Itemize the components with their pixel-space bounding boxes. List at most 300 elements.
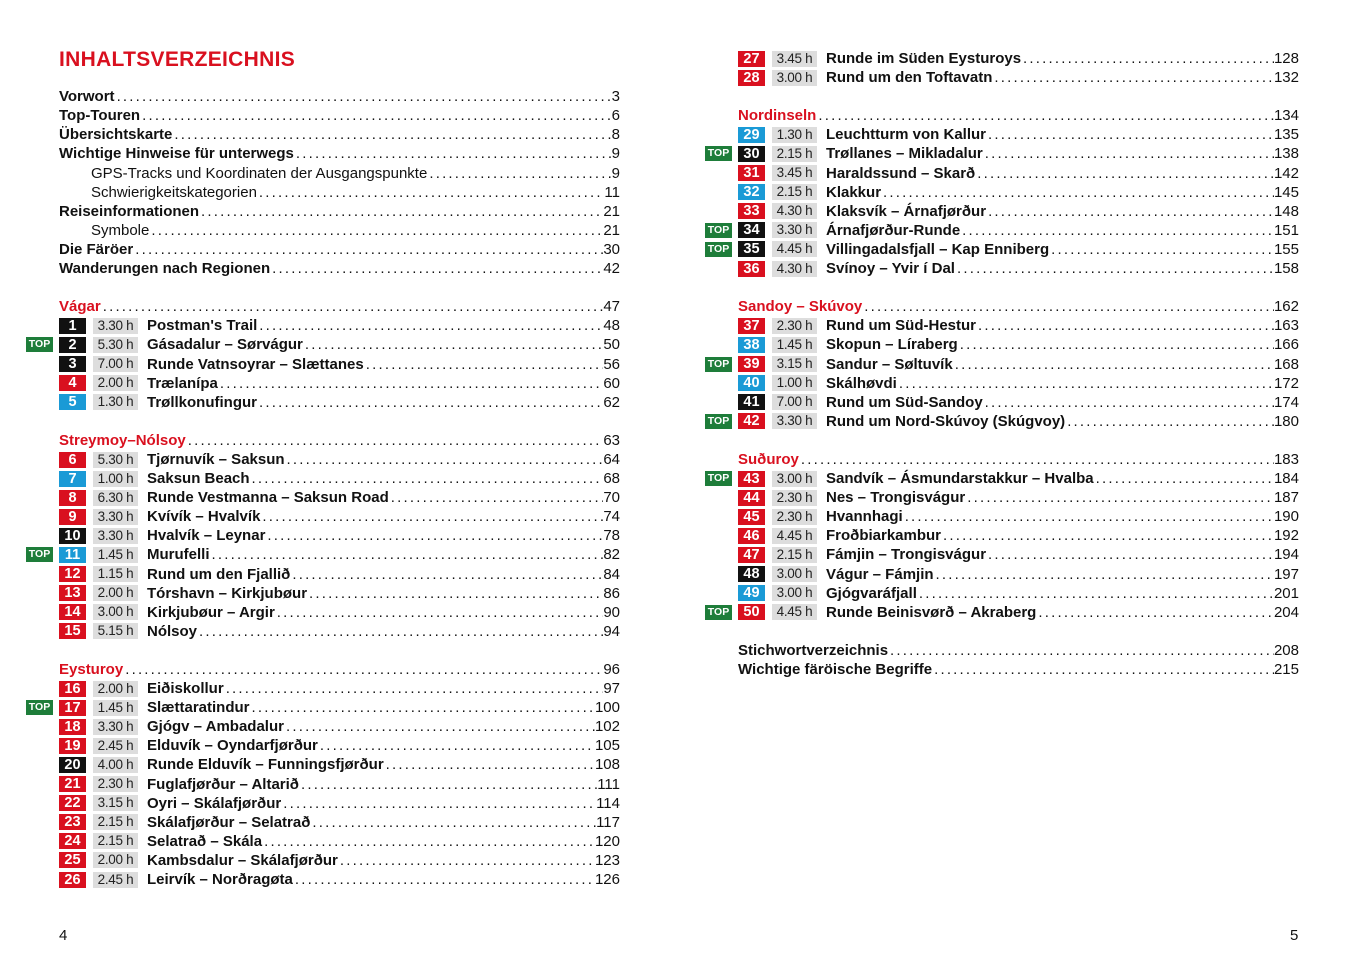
page-reference: 123: [594, 851, 620, 869]
duration-label: 7.00 h: [93, 356, 138, 372]
dot-leader: [224, 679, 604, 698]
tour-entry[interactable]: [59, 316, 620, 335]
dot-leader: [992, 68, 1274, 87]
dot-leader: [210, 545, 604, 564]
entry-title: Vorwort: [59, 88, 115, 106]
dot-leader: [1065, 412, 1274, 431]
page-reference: 194: [1273, 546, 1299, 564]
page-reference: 21: [603, 221, 620, 239]
page-reference: 21: [603, 202, 620, 220]
entry-title: Kirkjubøur – Argir: [147, 603, 275, 621]
toc-entry[interactable]: [59, 87, 620, 106]
page-reference: 84: [603, 565, 620, 583]
tour-entry[interactable]: [707, 355, 1299, 374]
dot-leader: [299, 775, 597, 794]
tour-entry[interactable]: [59, 813, 620, 832]
tour-number-badge: 46: [738, 528, 765, 544]
entry-title: Kambsdalur – Skálafjørður: [147, 851, 338, 869]
page-reference: 111: [597, 775, 620, 793]
entry-title: Wanderungen nach Regionen: [59, 260, 271, 278]
tour-entry[interactable]: [59, 584, 620, 603]
dot-leader: [986, 125, 1274, 144]
entry-title: Klaksvík – Árnafjørður: [826, 202, 987, 220]
duration-label: 4.00 h: [93, 757, 138, 773]
tour-entry[interactable]: [59, 622, 620, 641]
entry-title: Kvívík – Hvalvík: [147, 508, 261, 526]
tour-entry[interactable]: [738, 584, 1299, 603]
tour-entry[interactable]: [59, 717, 620, 736]
duration-label: 3.00 h: [93, 604, 138, 620]
tour-entry[interactable]: [738, 526, 1299, 545]
dot-leader: [133, 240, 603, 259]
tour-entry[interactable]: [59, 450, 620, 469]
entry-title: Skálafjørður – Selatrað: [147, 813, 311, 831]
tour-entry[interactable]: [738, 125, 1299, 144]
dot-leader: [303, 335, 603, 354]
tour-entry[interactable]: [738, 183, 1299, 202]
toc-entry[interactable]: [59, 259, 620, 278]
entry-title: Sandoy – Skúvoy: [738, 298, 863, 316]
page-reference: 90: [603, 603, 620, 621]
top-badge: TOP: [26, 337, 53, 352]
toc-entry[interactable]: [59, 164, 620, 183]
duration-label: 3.15 h: [772, 356, 817, 372]
tour-entry[interactable]: [707, 603, 1299, 622]
tour-entry[interactable]: [28, 698, 620, 717]
toc-entry[interactable]: [738, 641, 1299, 660]
top-badge: TOP: [705, 605, 732, 620]
duration-label: 2.30 h: [93, 776, 138, 792]
entry-title: Nes – Trongisvágur: [826, 489, 966, 507]
region-heading[interactable]: [738, 106, 1299, 125]
tour-entry[interactable]: [738, 545, 1299, 564]
top-badge: TOP: [705, 146, 732, 161]
tour-entry[interactable]: [738, 335, 1299, 354]
dot-leader: [149, 221, 603, 240]
tour-number-badge: 6: [59, 452, 86, 468]
tour-entry[interactable]: [707, 221, 1299, 240]
page-reference: 192: [1273, 527, 1299, 545]
tour-entry[interactable]: [59, 355, 620, 374]
duration-label: 5.30 h: [93, 452, 138, 468]
tour-number-badge: 5: [59, 394, 86, 410]
dot-leader: [941, 526, 1274, 545]
duration-label: 2.00 h: [93, 681, 138, 697]
entry-title: Vágar: [59, 298, 101, 316]
page-reference: 60: [603, 374, 620, 392]
dot-leader: [285, 450, 604, 469]
toc-entry[interactable]: [59, 125, 620, 144]
entry-title: Trælanípa: [147, 374, 218, 392]
page-reference: 74: [603, 508, 620, 526]
tour-number-badge: 43: [738, 471, 765, 487]
dot-leader: [934, 565, 1274, 584]
entry-title: GPS-Tracks und Koordinaten der Ausgangspunkte: [91, 164, 428, 182]
tour-entry[interactable]: [738, 68, 1299, 87]
page-reference: 100: [594, 699, 620, 717]
tour-entry[interactable]: [59, 679, 620, 698]
tour-entry[interactable]: [59, 507, 620, 526]
dot-leader: [986, 202, 1274, 221]
page-reference: 201: [1273, 584, 1299, 602]
dot-leader: [257, 316, 603, 335]
duration-label: 4.45 h: [772, 528, 817, 544]
entry-title: Eysturoy: [59, 661, 124, 678]
spacer: [738, 431, 1299, 450]
tour-number-badge: 27: [738, 51, 765, 67]
top-badge: TOP: [26, 700, 53, 715]
page-reference: 11: [604, 183, 620, 201]
dot-leader: [364, 355, 604, 374]
tour-number-badge: 19: [59, 738, 86, 754]
tour-number-badge: 25: [59, 852, 86, 868]
spacer: [738, 622, 1299, 641]
spacer: [59, 278, 620, 297]
tour-entry[interactable]: [59, 736, 620, 755]
tour-entry[interactable]: [59, 794, 620, 813]
entry-title: Hvannhagi: [826, 508, 903, 526]
duration-label: 1.45 h: [93, 700, 138, 716]
spacer: [738, 87, 1299, 106]
tour-number-badge: 22: [59, 795, 86, 811]
page-reference: 183: [1273, 450, 1299, 468]
duration-label: 3.30 h: [93, 318, 138, 334]
page-reference: 204: [1273, 603, 1299, 621]
tour-entry[interactable]: [59, 832, 620, 851]
tour-entry[interactable]: [738, 565, 1299, 584]
spacer: [738, 278, 1299, 297]
duration-label: 3.45 h: [772, 165, 817, 181]
tour-entry[interactable]: [738, 393, 1299, 412]
entry-title: Leuchtturm von Kallur: [826, 126, 987, 144]
page-reference: 187: [1273, 489, 1299, 507]
tour-entry[interactable]: [28, 335, 620, 354]
tour-entry[interactable]: [738, 164, 1299, 183]
dot-leader: [976, 316, 1274, 335]
top-badge: TOP: [26, 547, 53, 562]
tour-number-badge: 9: [59, 509, 86, 525]
tour-entry[interactable]: [28, 545, 620, 564]
tour-entry[interactable]: [707, 144, 1299, 163]
entry-title: Rund um Süd-Sandoy: [826, 393, 983, 411]
duration-label: 1.30 h: [772, 127, 817, 143]
tour-entry[interactable]: [59, 775, 620, 794]
page-reference: 86: [603, 584, 620, 602]
tour-number-badge: 42: [738, 413, 765, 429]
duration-label: 3.30 h: [772, 222, 817, 238]
top-badge: TOP: [705, 414, 732, 429]
tour-entry[interactable]: [59, 565, 620, 584]
dot-leader: [897, 374, 1274, 393]
dot-leader: [218, 374, 603, 393]
region-heading[interactable]: [738, 297, 1299, 316]
tour-number-badge: 23: [59, 814, 86, 830]
duration-label: 2.15 h: [772, 184, 817, 200]
entry-title: Reiseinformationen: [59, 202, 200, 220]
tour-number-badge: 47: [738, 547, 765, 563]
page-reference: 158: [1273, 260, 1299, 278]
page-reference: 190: [1273, 508, 1299, 526]
tour-number-badge: 30: [738, 146, 765, 162]
tour-entry[interactable]: [738, 259, 1299, 278]
entry-title: Slættaratindur: [147, 699, 250, 717]
dot-leader: [888, 641, 1274, 660]
dot-leader: [186, 431, 604, 450]
toc-entry[interactable]: [59, 106, 620, 125]
dot-leader: [932, 660, 1274, 679]
entry-title: Wichtige Hinweise für unterwegs: [59, 145, 294, 163]
toc-entry[interactable]: [59, 144, 620, 163]
tour-entry[interactable]: [707, 412, 1299, 431]
tour-entry[interactable]: [59, 488, 620, 507]
entry-title: Rund um den Toftavatn: [826, 69, 993, 87]
tour-entry[interactable]: [738, 49, 1299, 68]
page-reference: 197: [1273, 565, 1299, 583]
duration-label: 2.00 h: [93, 375, 138, 391]
page-reference: 134: [1273, 107, 1299, 125]
tour-entry[interactable]: [738, 202, 1299, 221]
page-reference: 151: [1273, 221, 1299, 239]
entry-title: Klakkur: [826, 183, 882, 201]
entry-title: Eiðiskollur: [147, 680, 224, 698]
entry-title: Svínoy – Yvir í Dal: [826, 260, 955, 278]
tour-number-badge: 26: [59, 872, 86, 888]
toc-entry[interactable]: [59, 221, 620, 240]
region-heading[interactable]: [59, 660, 620, 679]
page-reference: 96: [603, 661, 620, 678]
page-reference: 82: [603, 546, 620, 564]
page-reference: 30: [603, 240, 620, 258]
tour-number-badge: 12: [59, 566, 86, 582]
duration-label: 3.00 h: [772, 471, 817, 487]
tour-number-badge: 37: [738, 318, 765, 334]
tour-entry[interactable]: [59, 526, 620, 545]
page-reference: 128: [1273, 50, 1299, 67]
page-reference: 9: [611, 164, 620, 182]
page-number-left: 4: [59, 927, 68, 944]
tour-number-badge: 1: [59, 318, 86, 334]
entry-title: Top-Touren: [59, 107, 141, 125]
entry-title: Haraldssund – Skarð: [826, 164, 976, 182]
tour-entry[interactable]: [707, 469, 1299, 488]
page-reference: 174: [1273, 393, 1299, 411]
toc-right-column: [707, 49, 1299, 679]
dot-leader: [318, 736, 595, 755]
tour-number-badge: 28: [738, 70, 765, 86]
region-heading[interactable]: [59, 297, 620, 316]
duration-label: 4.30 h: [772, 261, 817, 277]
duration-label: 2.30 h: [772, 318, 817, 334]
duration-label: 1.15 h: [93, 566, 138, 582]
entry-title: Froðbiarkambur: [826, 527, 942, 545]
duration-label: 1.00 h: [772, 375, 817, 391]
entry-title: Die Färöer: [59, 240, 134, 258]
tour-number-badge: 33: [738, 203, 765, 219]
duration-label: 2.45 h: [93, 738, 138, 754]
duration-label: 4.45 h: [772, 241, 817, 257]
top-badge: TOP: [705, 223, 732, 238]
tour-number-badge: 11: [59, 547, 86, 563]
page-reference: 135: [1273, 126, 1299, 144]
page-reference: 180: [1273, 412, 1299, 430]
entry-title: Saksun Beach: [147, 470, 250, 488]
page-reference: 120: [594, 832, 620, 850]
toc-entry[interactable]: [59, 240, 620, 259]
page-reference: 50: [603, 336, 620, 354]
dot-leader: [257, 183, 605, 202]
dot-leader: [986, 545, 1274, 564]
dot-leader: [250, 469, 604, 488]
entry-title: Skálhøvdi: [826, 374, 897, 392]
dot-leader: [250, 698, 595, 717]
duration-label: 2.45 h: [93, 872, 138, 888]
duration-label: 5.15 h: [93, 623, 138, 639]
dot-leader: [983, 393, 1274, 412]
tour-number-badge: 15: [59, 623, 86, 639]
dot-leader: [799, 450, 1274, 469]
entry-title: Rund um Süd-Hestur: [826, 317, 976, 335]
tour-entry[interactable]: [59, 469, 620, 488]
duration-label: 4.30 h: [772, 203, 817, 219]
duration-label: 3.30 h: [93, 719, 138, 735]
entry-title: Murufelli: [147, 546, 210, 564]
tour-number-badge: 14: [59, 604, 86, 620]
entry-title: Skopun – Líraberg: [826, 336, 958, 354]
region-heading[interactable]: [738, 450, 1299, 469]
dot-leader: [903, 507, 1274, 526]
entry-title: Postman's Trail: [147, 317, 258, 335]
page-reference: 138: [1273, 145, 1299, 163]
duration-label: 3.00 h: [772, 585, 817, 601]
tour-entry[interactable]: [738, 507, 1299, 526]
entry-title: Selatrað – Skála: [147, 832, 263, 850]
tour-entry[interactable]: [59, 851, 620, 870]
region-heading[interactable]: [59, 431, 620, 450]
tour-number-badge: 13: [59, 585, 86, 601]
dot-leader: [955, 259, 1274, 278]
page-reference: 184: [1273, 470, 1299, 488]
page-reference: 68: [603, 470, 620, 488]
entry-title: Vágur – Fámjin: [826, 565, 934, 583]
tour-number-badge: 21: [59, 776, 86, 792]
dot-leader: [427, 164, 611, 183]
duration-label: 3.30 h: [93, 509, 138, 525]
entry-title: Trøllanes – Mikladalur: [826, 145, 983, 163]
entry-title: Runde Elduvík – Funningsfjørður: [147, 756, 384, 774]
page-reference: 172: [1273, 374, 1299, 392]
dot-leader: [101, 297, 604, 316]
page-reference: 6: [611, 107, 620, 125]
duration-label: 3.45 h: [772, 51, 817, 67]
entry-title: Sandvík – Ásmundarstakkur – Hvalba: [826, 470, 1094, 488]
entry-title: Fuglafjørður – Altarið: [147, 775, 299, 793]
tour-entry[interactable]: [59, 603, 620, 622]
entry-title: Nordinseln: [738, 107, 817, 125]
dot-leader: [115, 87, 612, 106]
dot-leader: [965, 488, 1274, 507]
duration-label: 6.30 h: [93, 490, 138, 506]
tour-number-badge: 16: [59, 681, 86, 697]
tour-entry[interactable]: [707, 240, 1299, 259]
page-number-right: 5: [1290, 927, 1299, 944]
entry-title: Schwierigkeitskategorien: [91, 183, 257, 201]
entry-title: Runde Vatnsoyrar – Slættanes: [147, 355, 364, 373]
duration-label: 3.15 h: [93, 795, 138, 811]
duration-label: 3.30 h: [93, 528, 138, 544]
tour-number-badge: 39: [738, 356, 765, 372]
dot-leader: [389, 488, 604, 507]
tour-number-badge: 4: [59, 375, 86, 391]
tour-entry[interactable]: [738, 316, 1299, 335]
duration-label: 2.00 h: [93, 585, 138, 601]
page-reference: 97: [603, 680, 620, 698]
entry-title: Hvalvík – Leynar: [147, 527, 266, 545]
entry-title: Elduvík – Oyndarfjørður: [147, 737, 318, 755]
entry-title: Trøllkonufingur: [147, 393, 257, 411]
tour-entry[interactable]: [738, 374, 1299, 393]
dot-leader: [983, 144, 1274, 163]
dot-leader: [172, 125, 611, 144]
dot-leader: [958, 335, 1274, 354]
dot-leader: [1094, 469, 1274, 488]
tour-entry[interactable]: [59, 870, 620, 889]
duration-label: 3.00 h: [772, 566, 817, 582]
entry-title: Tjørnuvík – Saksun: [147, 450, 285, 468]
toc-left-column: [28, 48, 620, 889]
page-reference: 163: [1273, 317, 1299, 335]
page-reference: 102: [594, 718, 620, 736]
page-reference: 145: [1273, 183, 1299, 201]
page-reference: 132: [1273, 69, 1299, 87]
duration-label: 1.30 h: [93, 394, 138, 410]
duration-label: 2.30 h: [772, 490, 817, 506]
duration-label: 2.15 h: [93, 814, 138, 830]
tour-entry[interactable]: [59, 393, 620, 412]
tour-entry[interactable]: [59, 755, 620, 774]
duration-label: 1.45 h: [772, 337, 817, 353]
entry-title: Übersichtskarte: [59, 126, 173, 144]
tour-number-badge: 49: [738, 585, 765, 601]
dot-leader: [275, 603, 604, 622]
page-reference: 166: [1273, 336, 1299, 354]
tour-number-badge: 40: [738, 375, 765, 391]
top-badge: TOP: [705, 242, 732, 257]
tour-entry[interactable]: [738, 488, 1299, 507]
tour-number-badge: 29: [738, 127, 765, 143]
entry-title: Sandur – Søltuvík: [826, 355, 953, 373]
entry-title: Gjógv – Ambadalur: [147, 718, 284, 736]
top-badge: TOP: [705, 357, 732, 372]
duration-label: 5.30 h: [93, 337, 138, 353]
toc-entry[interactable]: [59, 202, 620, 221]
duration-label: 4.45 h: [772, 604, 817, 620]
duration-label: 2.15 h: [772, 146, 817, 162]
page-reference: 126: [594, 871, 620, 889]
top-badge: TOP: [705, 471, 732, 486]
entry-title: Runde Vestmanna – Saksun Road: [147, 489, 389, 507]
page-reference: 62: [603, 393, 620, 411]
duration-label: 1.00 h: [93, 471, 138, 487]
entry-title: Gásadalur – Sørvágur: [147, 336, 303, 354]
toc-entry[interactable]: [59, 183, 620, 202]
toc-entry[interactable]: [738, 660, 1299, 679]
dot-leader: [960, 221, 1274, 240]
tour-number-badge: 20: [59, 757, 86, 773]
tour-entry[interactable]: [59, 374, 620, 393]
dot-leader: [862, 297, 1274, 316]
dot-leader: [293, 870, 595, 889]
page-reference: 142: [1273, 164, 1299, 182]
